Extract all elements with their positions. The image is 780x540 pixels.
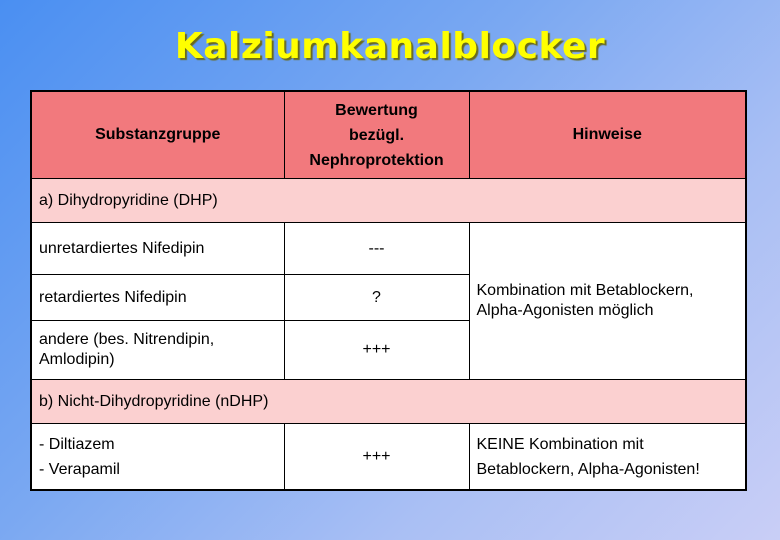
rating-cell: --- bbox=[284, 223, 469, 275]
substance-cell: retardiertes Nifedipin bbox=[31, 275, 284, 321]
note-ndhp-line-1: KEINE Kombination mit bbox=[476, 435, 644, 453]
header-bewertung-line-1: Bewertung bbox=[335, 101, 418, 119]
section-row-dhp bbox=[31, 179, 746, 223]
substance-line-1: - Diltiazem bbox=[39, 435, 115, 453]
header-bewertung bbox=[284, 91, 469, 179]
substance-cell bbox=[31, 321, 284, 380]
rating-cell: +++ bbox=[284, 424, 469, 491]
header-bewertung-line-2: bezügl. bbox=[348, 126, 405, 144]
note-cell-dhp bbox=[469, 223, 746, 380]
comparison-table bbox=[30, 90, 747, 491]
substance-cell bbox=[31, 424, 284, 491]
section-label-dhp: a) Dihydropyridine (DHP) bbox=[31, 179, 746, 223]
rating-cell: +++ bbox=[284, 321, 469, 380]
substance-line-2: Amlodipin) bbox=[39, 351, 115, 368]
header-hinweise: Hinweise bbox=[469, 91, 746, 179]
table-row bbox=[31, 223, 746, 275]
header-row bbox=[31, 91, 746, 179]
slide-title: Kalziumkanalblocker bbox=[174, 26, 606, 67]
note-ndhp-line-2: Betablockern, Alpha-Agonisten! bbox=[476, 460, 700, 478]
header-substanzgruppe: Substanzgruppe bbox=[31, 91, 284, 179]
section-row-ndhp bbox=[31, 380, 746, 424]
substance-line-1: andere (bes. Nitrendipin, bbox=[39, 331, 215, 348]
substance-line-2: - Verapamil bbox=[39, 460, 120, 478]
substance-cell: unretardiertes Nifedipin bbox=[31, 223, 284, 275]
table-row bbox=[31, 424, 746, 491]
header-bewertung-line-3: Nephroprotektion bbox=[309, 151, 444, 169]
note-dhp-line-2: Alpha-Agonisten möglich bbox=[476, 302, 654, 319]
section-label-ndhp: b) Nicht-Dihydropyridine (nDHP) bbox=[31, 380, 746, 424]
note-cell-ndhp bbox=[469, 424, 746, 491]
note-dhp-line-1: Kombination mit Betablockern, bbox=[476, 282, 694, 299]
rating-cell: ? bbox=[284, 275, 469, 321]
